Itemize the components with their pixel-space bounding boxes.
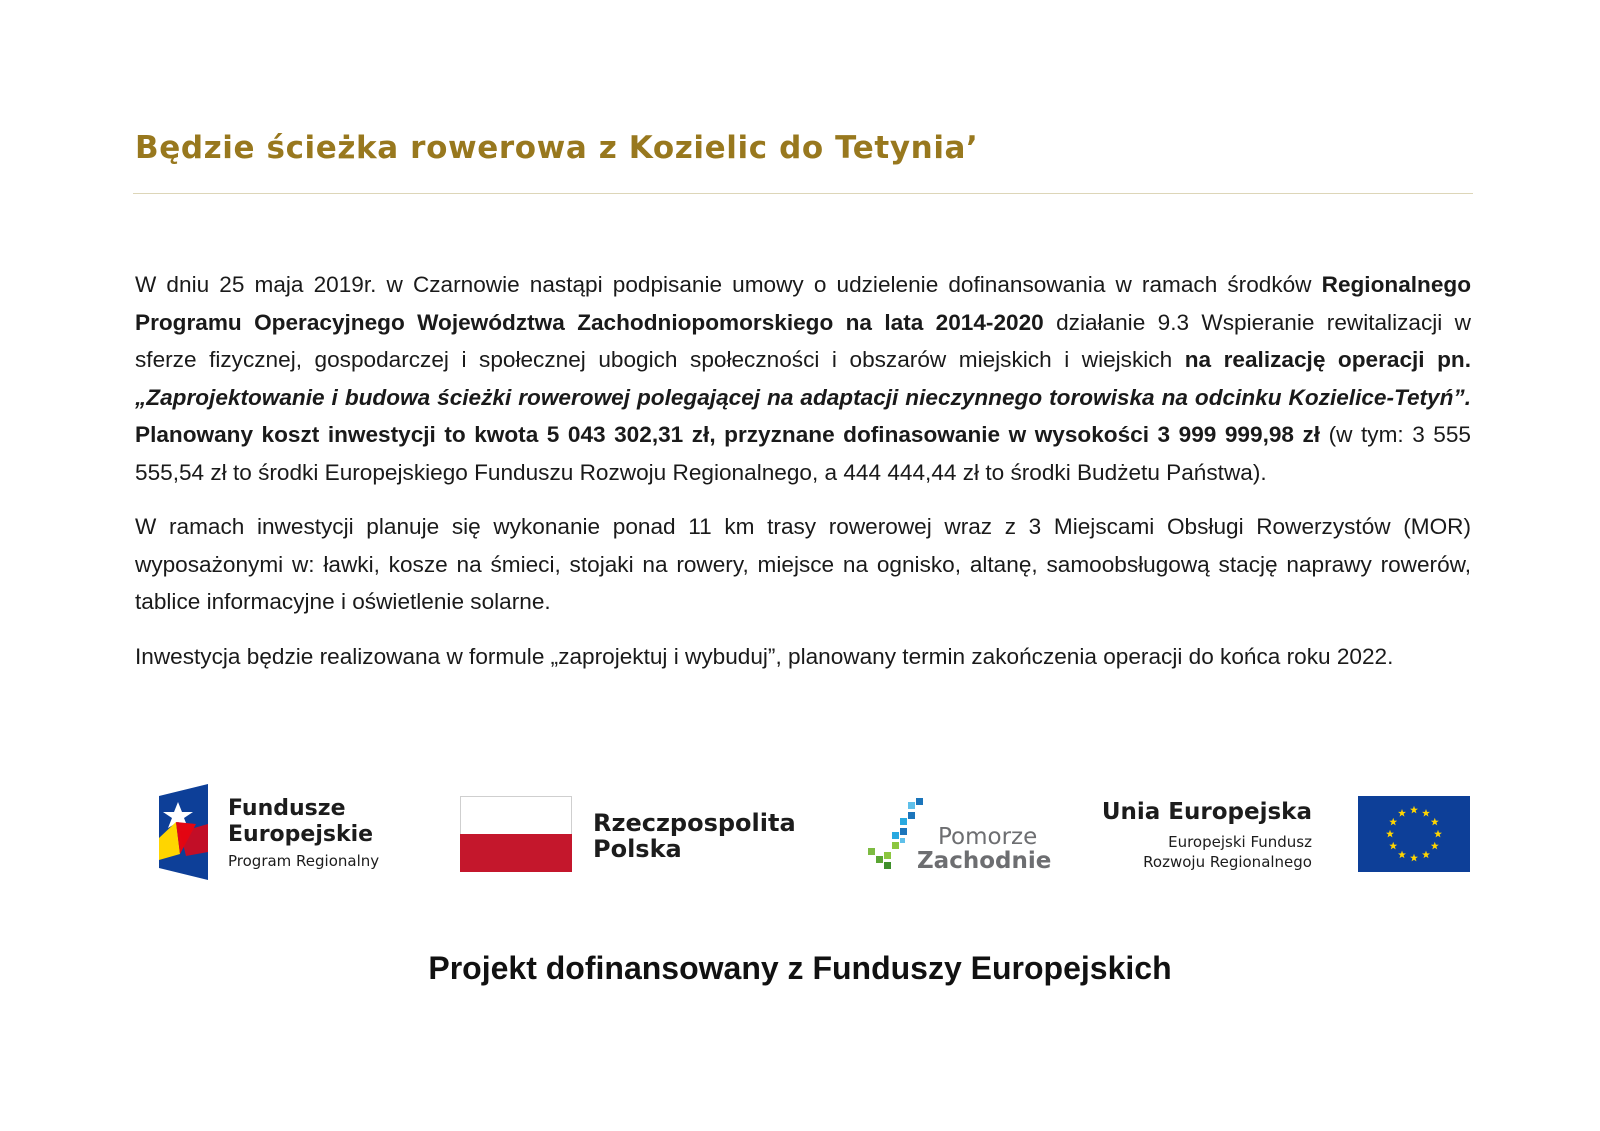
ue-line-2: Europejski Fundusz bbox=[1168, 833, 1312, 851]
pz-line-2: Zachodnie bbox=[917, 848, 1052, 874]
p1-text-2: działanie 9.3 Wspieranie rewitalizacji w sferze fizycznej, gospodarczej i społecznej ubogich społeczności i obszarów miejskich i wiejskich bbox=[135, 309, 1471, 372]
fe-line-1: Fundusze bbox=[228, 796, 346, 821]
fundusze-europejskie-emblem-icon bbox=[156, 784, 216, 884]
eu-flag-icon bbox=[1358, 796, 1470, 872]
page-title: Będzie ścieżka rowerowa z Kozielic do Tetynia’ bbox=[135, 130, 979, 166]
fe-line-2: Europejskie bbox=[228, 822, 374, 847]
pz-line-1: Pomorze bbox=[938, 824, 1038, 850]
funding-logos-bar bbox=[150, 798, 1470, 903]
paragraph-3: Inwestycja będzie realizowana w formule „zaprojektuj i wybuduj”, planowany termin zakończenia operacji do końca roku 2022. bbox=[135, 643, 1394, 669]
polish-flag-icon bbox=[460, 796, 572, 872]
paragraph-1 bbox=[135, 266, 1471, 491]
logo-pomorze-zachodnie bbox=[866, 798, 1066, 903]
logo-fundusze-europejskie bbox=[150, 798, 390, 903]
p1-text-3: (w tym: 3 555 555,54 zł to środki Europejskiego Funduszu Rozwoju Regionalnego, a 444 444,44 zł to środki Budżetu Państwa). bbox=[135, 422, 1472, 485]
rp-line-2: Polska bbox=[593, 835, 682, 863]
ue-line-1: Unia Europejska bbox=[1101, 799, 1312, 825]
p1-text-1: W dniu 25 maja 2019r. w Czarnowie nastąpi podpisanie umowy o udzielenie dofinansowania w ramach środków bbox=[135, 272, 1322, 297]
title-divider bbox=[133, 193, 1473, 194]
article-body bbox=[135, 266, 1471, 692]
ue-line-3: Rozwoju Regionalnego bbox=[1143, 853, 1312, 871]
footer-caption: Projekt dofinansowany z Funduszy Europejskich bbox=[428, 950, 1172, 986]
p1-operation-name: „Zaprojektowanie i budowa ścieżki rowerowej polegającej na adaptacji nieczynnego torowiska na odcinku Kozielice-Tetyń”. bbox=[135, 384, 1471, 410]
fe-line-3: Program Regionalny bbox=[228, 852, 380, 870]
p1-operation-intro: na realizację operacji pn. bbox=[1184, 347, 1472, 372]
paragraph-2: W ramach inwestycji planuje się wykonanie ponad 11 km trasy rowerowej wraz z 3 Miejscami Obsługi Rowerzystów (MOR) wyposażonymi w: ławki, kosze na śmieci, stojaki na rowery, miejsce na ognisko, altanę, samoobsługową stację naprawy rowerów, tablice informacyjne i oświetlenie solarne. bbox=[135, 514, 1471, 614]
rp-line-1: Rzeczpospolita bbox=[593, 809, 796, 837]
logo-rzeczpospolita-polska bbox=[460, 798, 800, 903]
p1-cost-info: Planowany koszt inwestycji to kwota 5 043 302,31 zł, przyznane dofinasowanie w wysokości 3 999 999,98 zł bbox=[135, 422, 1321, 447]
logo-unia-europejska bbox=[1101, 798, 1470, 903]
p1-program-name: Regionalnego Programu Operacyjnego Województwa Zachodniopomorskiego na lata 2014-2020 bbox=[135, 272, 1471, 335]
